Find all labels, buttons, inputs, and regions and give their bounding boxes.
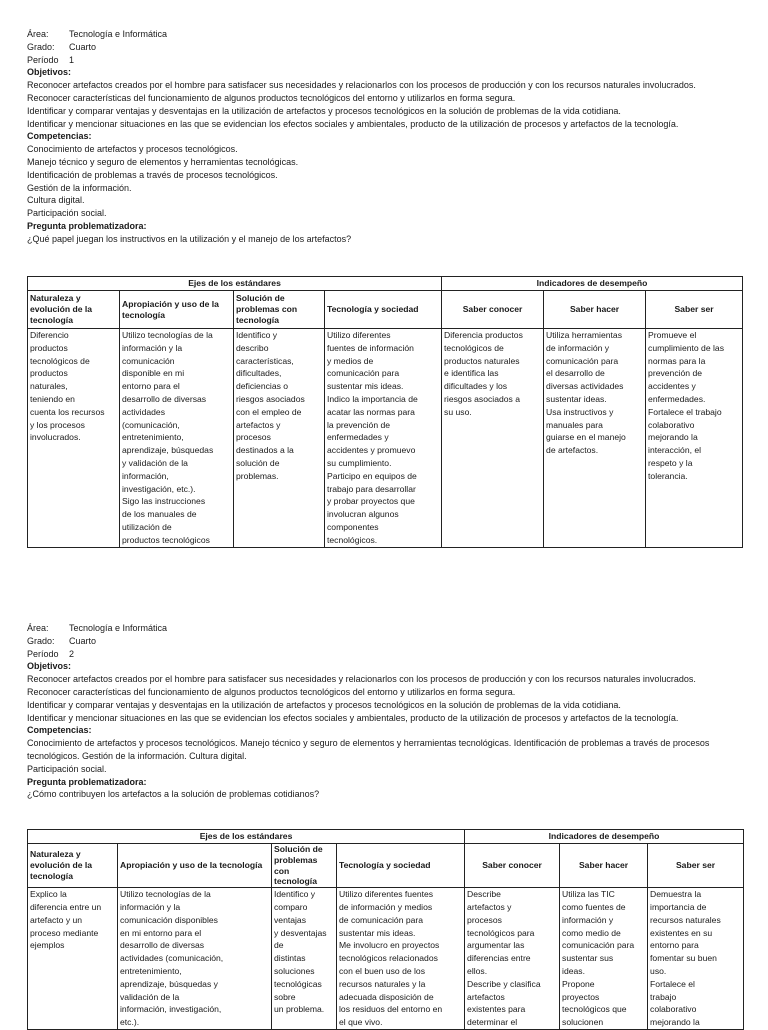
standards-table-period-2 (27, 829, 744, 1030)
competency-item: Cultura digital. (27, 195, 85, 206)
objective-item: Reconocer artefactos creados por el hombre para satisfacer sus necesidades y relacionarlos con los procesos de producción y con los recursos naturales involucrados. (27, 80, 696, 91)
table-cell: Utilizo diferentes fuentes de información y medios de comunicación para sustentar mis ideas. Me involucro en proyectos tecnológicos relacionados con el buen uso de los recursos naturales y la adecuada disposición de los residuos del entorno en el que vivo. (337, 888, 465, 1030)
column-header: Tecnología y sociedad (337, 844, 465, 888)
objective-item: Reconocer artefactos creados por el hombre para satisfacer sus necesidades y relacionarlos con los procesos de producción y con los recursos naturales involucrados. (27, 674, 696, 685)
column-header: Tecnología y sociedad (325, 291, 442, 329)
period-line: Período 2 (27, 648, 75, 659)
objective-item: Identificar y comparar ventajas y desventajas en la utilización de artefactos y procesos tecnológicos en la solución de problemas de la vida cotidiana. (27, 105, 621, 116)
performance-indicators-header: Indicadores de desempeño (442, 277, 743, 291)
competencies-heading: Competencias: (27, 131, 92, 142)
objective-item: Reconocer características del funcionamiento de algunos productos tecnológicos del entorno y utilizarlos en forma segura. (27, 92, 516, 103)
grade-line: Grado: Cuarto (27, 41, 97, 52)
performance-indicators-header: Indicadores de desempeño (465, 830, 744, 844)
column-header: Naturaleza y evolución de la tecnología (28, 844, 118, 888)
standards-axes-header: Ejes de los estándares (28, 277, 442, 291)
table-cell: Diferencia productos tecnológicos de productos naturales e identifica las dificultades y los riesgos asociados a su uso. (442, 329, 544, 548)
period-line: Período 1 (27, 54, 75, 65)
table-cell: Utilizo tecnologías de la información y la comunicación disponibles en mi entorno para el desarrollo de diversas actividades (comunicación, entretenimiento, aprendizaje, búsquedas y validación de la información, investigación, etc.). (118, 888, 272, 1030)
table-cell: Utiliza herramientas de información y comunicación para el desarrollo de diversas actividades sustentar ideas. Usa instructivos y manuales para guiarse en el manejo de artefactos. (544, 329, 646, 548)
competencies-heading: Competencias: (27, 725, 92, 736)
column-header: Saber conocer (465, 844, 560, 888)
objective-item: Reconocer características del funcionamiento de algunos productos tecnológicos del entorno y utilizarlos en forma segura. (27, 686, 516, 697)
column-header: Saber ser (646, 291, 743, 329)
table-cell: Explico la diferencia entre un artefacto y un proceso mediante ejemplos (28, 888, 118, 1030)
table-cell: Identifico y comparo ventajas y desventajas de distintas soluciones tecnológicas sobre un problema. (272, 888, 337, 1030)
grade-line: Grado: Cuarto (27, 635, 97, 646)
area-line: Área: Tecnología e Informática (27, 623, 168, 633)
table-cell: Diferencio productos tecnológicos de productos naturales, teniendo en cuenta los recursos y los procesos involucrados. (28, 329, 120, 548)
column-header: Saber hacer (560, 844, 648, 888)
table-cell: Utiliza las TIC como fuentes de información y como medio de comunicación para sustentar sus ideas. Propone proyectos tecnológicos que solucionen (560, 888, 648, 1030)
column-header: Solución de problemas con tecnología (234, 291, 325, 329)
column-header: Saber ser (648, 844, 744, 888)
competency-item: Conocimiento de artefactos y procesos tecnológicos. (27, 144, 238, 155)
column-header: Saber conocer (442, 291, 544, 329)
table-cell: Demuestra la importancia de recursos naturales existentes en su entorno para fomentar su buen uso. Fortalece el trabajo colaborativo mejorando la (648, 888, 744, 1030)
standards-axes-header: Ejes de los estándares (28, 830, 465, 844)
column-header: Apropiación y uso de la tecnología (120, 291, 234, 329)
question-heading: Pregunta problematizadora: (27, 220, 147, 231)
column-header: Solución de problemas con tecnología (272, 844, 337, 888)
table-cell: Identifico y describo características, dificultades, deficiencias o riesgos asociados con el empleo de artefactos y procesos destinados a la solución de problemas. (234, 329, 325, 548)
column-header: Naturaleza y evolución de la tecnología (28, 291, 120, 329)
column-header: Apropiación y uso de la tecnología (118, 844, 272, 888)
table-cell: Utilizo tecnologías de la información y la comunicación disponible en mi entorno para el desarrollo de diversas actividades (comunicación, entretenimiento, aprendizaje, búsquedas y validación de la información, investigación, etc.). Sigo las instrucciones de los manuales de utilización de productos tecnológicos (120, 329, 234, 548)
competency-item: Conocimiento de artefactos y procesos tecnológicos. Manejo técnico y seguro de elementos y herramientas tecnológicas. Identificación de problemas a través de procesos tecnológicos. Gestión de la información. Cultura digital. (27, 738, 710, 761)
objectives-heading: Objetivos: (27, 67, 72, 78)
objective-item: Identificar y mencionar situaciones en las que se evidencian los efectos sociales y ambientales, producto de la utilización de procesos y artefactos de la tecnología. (27, 118, 679, 129)
competency-item: Gestión de la información. (27, 182, 132, 193)
question-heading: Pregunta problematizadora: (27, 776, 147, 787)
competency-item: Manejo técnico y seguro de elementos y herramientas tecnológicas. (27, 156, 299, 167)
competency-item: Participación social. (27, 763, 107, 774)
standards-table-period-1 (27, 276, 743, 548)
period-2-section (27, 622, 739, 801)
objective-item: Identificar y comparar ventajas y desventajas en la utilización de artefactos y procesos tecnológicos en la solución de problemas de la vida cotidiana. (27, 699, 621, 710)
question-text: ¿Cómo contribuyen los artefactos a la solución de problemas cotidianos? (27, 789, 320, 800)
objective-item: Identificar y mencionar situaciones en las que se evidencian los efectos sociales y ambientales, producto de la utilización de procesos y artefactos de la tecnología. (27, 712, 679, 723)
table-cell: Utilizo diferentes fuentes de información y medios de comunicación para sustentar mis ideas. Indico la importancia de acatar las normas para la prevención de enfermedades y accidentes y promuevo su cumplimiento. Participo en equipos de trabajo para desarrollar y probar proyectos que involucran algunos componentes tecnológicos. (325, 329, 442, 548)
period-1-section (27, 28, 739, 246)
question-text: ¿Qué papel juegan los instructivos en la utilización y el manejo de los artefactos? (27, 233, 352, 244)
column-header: Saber hacer (544, 291, 646, 329)
table-cell: Promueve el cumplimiento de las normas para la prevención de accidentes y enfermedades. Fortalece el trabajo colaborativo mejorando la interacción, el respeto y la tolerancia. (646, 329, 743, 548)
competency-item: Participación social. (27, 208, 107, 219)
table-cell: Describe artefactos y procesos tecnológicos para argumentar las diferencias entre ellos. Describe y clasifica artefactos existentes para determinar el (465, 888, 560, 1030)
competency-item: Identificación de problemas a través de procesos tecnológicos. (27, 169, 278, 180)
area-line: Área: Tecnología e Informática (27, 29, 168, 39)
objectives-heading: Objetivos: (27, 661, 72, 672)
